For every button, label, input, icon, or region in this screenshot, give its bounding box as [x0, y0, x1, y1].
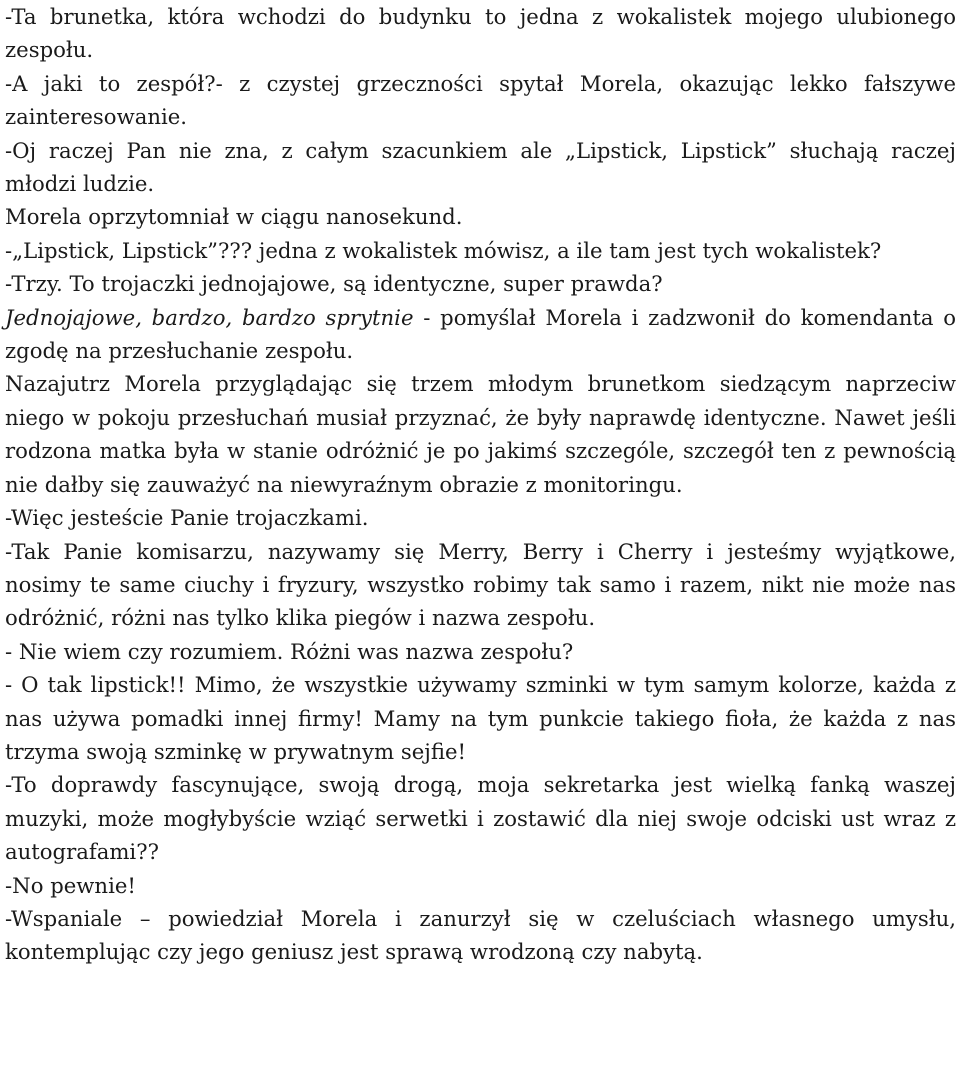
paragraph: -Ta brunetka, która wchodzi do budynku to jedna z wokalistek mojego ulubionego zespołu.: [5, 4, 956, 63]
italic-thought: Jednojajowe, bardzo, bardzo sprytnie: [5, 304, 414, 330]
paragraph-text: - pomyślał Morela i zadzwonił do komendanta o zgodę na przesłuchanie zespołu.: [5, 304, 956, 364]
paragraph: -Trzy. To trojaczki jednojajowe, są identyczne, super prawda?: [5, 271, 663, 297]
paragraph: -To doprawdy fascynujące, swoją drogą, moja sekretarka jest wielką fanką waszej muzyki, może mogłybyście wziąć serwetki i zostawić dla niej swoje odciski ust wraz z autografami??: [5, 772, 956, 865]
paragraph: - O tak lipstick!! Mimo, że wszystkie używamy szminki w tym samym kolorze, każda z nas używa pomadki innej firmy! Mamy na tym punkcie takiego fioła, że każda z nas trzyma swoją szminkę w prywatnym sejfie!: [5, 672, 956, 764]
paragraph: -Oj raczej Pan nie zna, z całym szacunkiem ale „Lipstick, Lipstick” słuchają raczej młodzi ludzie.: [5, 137, 956, 197]
paragraph: [5, 301, 956, 368]
paragraph: -Więc jesteście Panie trojaczkami.: [5, 505, 369, 531]
paragraph: -A jaki to zespół?- z czystej grzeczności spytał Morela, okazując lekko fałszywe zainteresowanie.: [5, 70, 956, 130]
paragraph: -No pewnie!: [5, 872, 136, 898]
paragraph: -Wspaniale – powiedział Morela i zanurzył się w czeluściach własnego umysłu, kontemplując czy jego geniusz jest sprawą wrodzoną czy nabytą.: [5, 905, 956, 965]
paragraph: Morela oprzytomniał w ciągu nanosekund.: [5, 204, 463, 230]
paragraph: -Tak Panie komisarzu, nazywamy się Merry, Berry i Cherry i jesteśmy wyjątkowe, nosimy te same ciuchy i fryzury, wszystko robimy tak samo i razem, nikt nie może nas odróżnić, różni nas tylko klika piegów i nazwa zespołu.: [5, 538, 956, 631]
paragraph: - Nie wiem czy rozumiem. Różni was nazwa zespołu?: [5, 638, 574, 664]
paragraph: Nazajutrz Morela przyglądając się trzem młodym brunetkom siedzącym naprzeciw niego w pokoju przesłuchań musiał przyznać, że były naprawdę identyczne. Nawet jeśli rodzona matka była w stanie odróżnić je po jakimś szczególe, szczegół ten z pewnością nie dałby się zauważyć na niewyraźnym obrazie z monitoringu.: [5, 371, 956, 497]
paragraph: -„Lipstick, Lipstick”??? jedna z wokalistek mówisz, a ile tam jest tych wokalistek?: [5, 237, 882, 263]
